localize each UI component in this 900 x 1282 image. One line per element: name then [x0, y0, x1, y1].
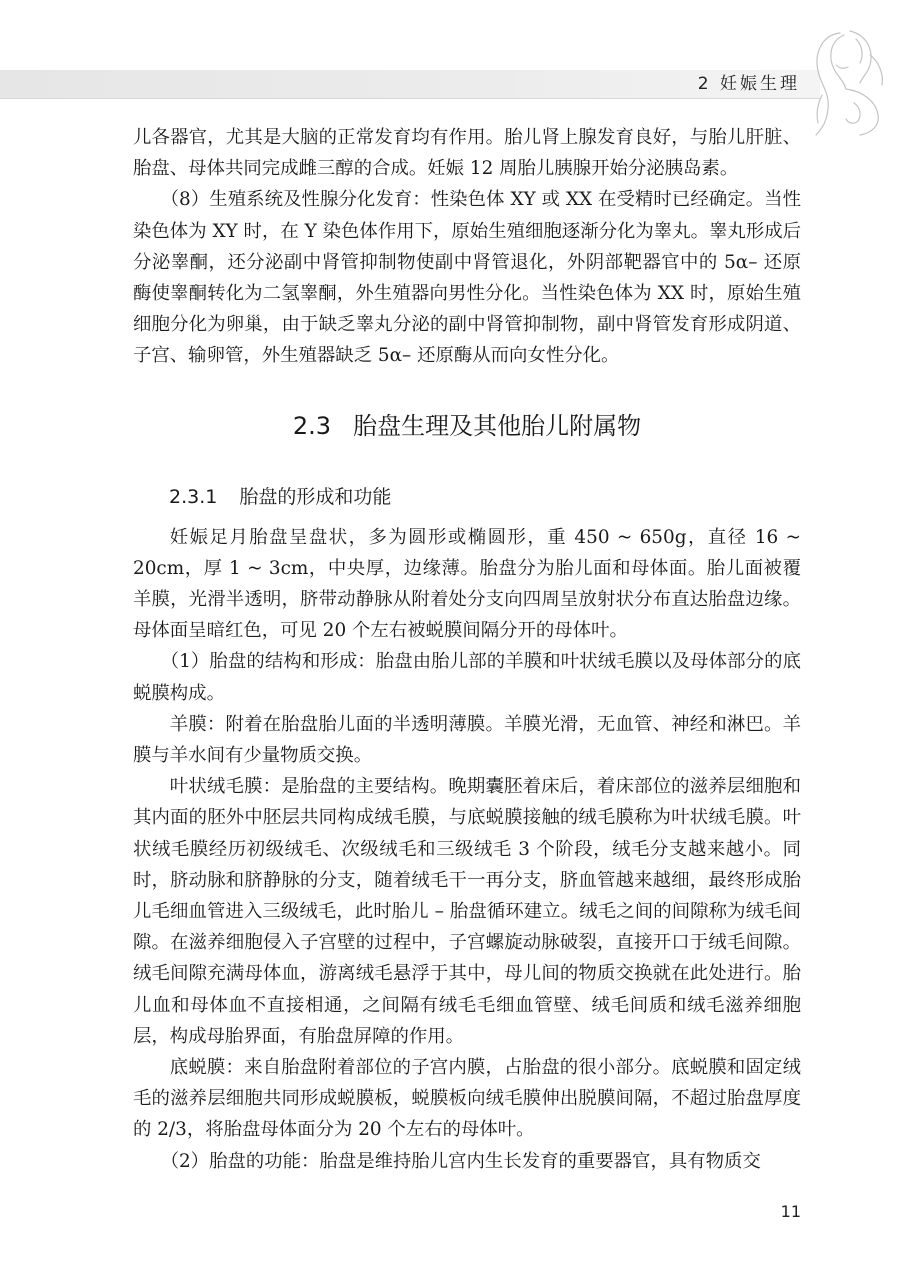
subsection-title: 胎盘的形成和功能 — [239, 485, 392, 508]
paragraph-placenta-structure: （1）胎盘的结构和形成：胎盘由胎儿部的羊膜和叶状绒毛膜以及母体部分的底蜕膜构成。 — [133, 651, 801, 704]
page-number: 11 — [780, 1202, 801, 1221]
running-head: 2 妊娠生理 — [697, 74, 800, 94]
page-body — [133, 122, 801, 1177]
paragraph-placenta-function: （2）胎盘的功能：胎盘是维持胎儿宫内生长发育的重要器官，具有物质交 — [160, 1150, 761, 1172]
paragraph-genital-system: （8）生殖系统及性腺分化发育：性染色体 XY 或 XX 在受精时已经确定。当性染色体为 XY 时，在 Y 染色体作用下，原始生殖细胞逐渐分化为睾丸。睾丸形成后分泌睾酮，还分泌副中肾管抑制物使副中肾管退化，外阴部靶器官中的 5α– 还原酶使睾酮转化为二氢睾酮，外生殖器向男性分化。当性染色体为 XX 时，原始生殖细胞分化为卵巢，由于缺乏睾丸分泌的副中肾管抑制物，副中肾管发育形成阴道、子宫、输卵管，外生殖器缺乏 5α– 还原酶从而向女性分化。 — [133, 189, 801, 367]
paragraph-amnion: 羊膜：附着在胎盘胎儿面的半透明薄膜。羊膜光滑，无血管、神经和淋巴。羊膜与羊水间有少量物质交换。 — [133, 713, 801, 767]
section-heading — [133, 406, 801, 446]
subsection-heading — [133, 482, 801, 512]
subsection-number: 2.3.1 — [169, 485, 218, 508]
paragraph-continued: 儿各器官，尤其是大脑的正常发育均有作用。胎儿肾上腺发育良好，与胎儿肝脏、胎盘、母体共同完成雌三醇的合成。妊娠 12 周胎儿胰腺开始分泌胰岛素。 — [133, 127, 801, 180]
pregnant-woman-line-art-icon — [800, 25, 892, 137]
paragraph-placenta-overview: 妊娠足月胎盘呈盘状，多为圆形或椭圆形，重 450 ~ 650g，直径 16 ~ 20cm，厚 1 ~ 3cm，中央厚，边缘薄。胎盘分为胎儿面和母体面。胎儿面被覆羊膜，光滑半透明，脐带动静脉从附着处分支向四周呈放射状分布直达胎盘边缘。母体面呈暗红色，可见 20 个左右被蜕膜间隔分开的母体叶。 — [133, 526, 801, 642]
section-number: 2.3 — [292, 411, 332, 440]
paragraph-chorion-frondosum: 叶状绒毛膜：是胎盘的主要结构。晚期囊胚着床后，着床部位的滋养层细胞和其内面的胚外中胚层共同构成绒毛膜，与底蜕膜接触的绒毛膜称为叶状绒毛膜。叶状绒毛膜经历初级绒毛、次级绒毛和三级绒毛 3 个阶段，绒毛分支越来越小。同时，脐动脉和脐静脉的分支，随着绒毛干一再分支，脐血管越来越细，最终形成胎儿毛细血管进入三级绒毛，此时胎儿 – 胎盘循环建立。绒毛之间的间隙称为绒毛间隙。在滋养细胞侵入子宫壁的过程中，子宫螺旋动脉破裂，直接开口于绒毛间隙。绒毛间隙充满母体血，游离绒毛悬浮于其中，母儿间的物质交换就在此处进行。胎儿血和母体血不直接相通，之间隔有绒毛毛细血管壁、绒毛间质和绒毛滋养细胞层，构成母胎界面，有胎盘屏障的作用。 — [133, 776, 801, 1047]
header-rule — [0, 98, 820, 99]
section-title: 胎盘生理及其他胎儿附属物 — [353, 411, 642, 440]
paragraph-decidua-basalis: 底蜕膜：来自胎盘附着部位的子宫内膜，占胎盘的很小部分。底蜕膜和固定绒毛的滋养层细胞共同形成蜕膜板，蜕膜板向绒毛膜伸出脱膜间隔，不超过胎盘厚度的 2/3，将胎盘母体面分为 20 个左右的母体叶。 — [133, 1057, 801, 1141]
